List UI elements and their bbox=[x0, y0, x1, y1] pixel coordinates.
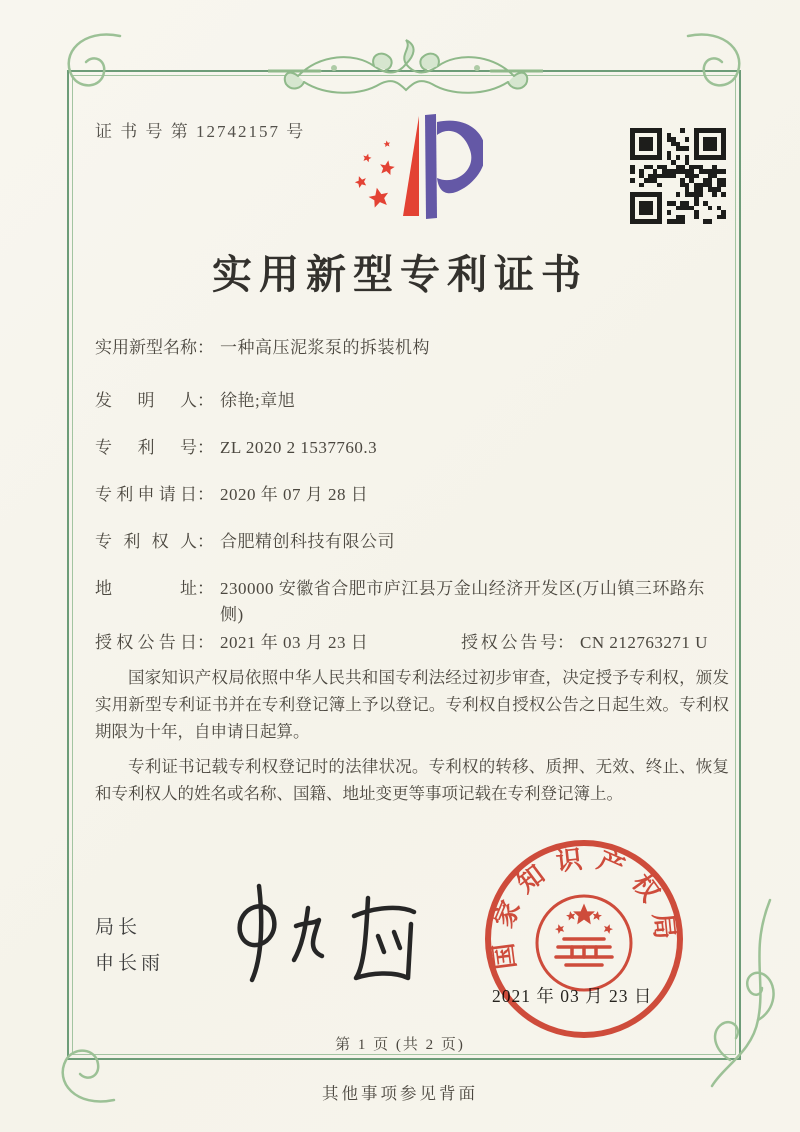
commissioner-title: 局长 bbox=[95, 917, 142, 938]
field-label: 授权公告日 bbox=[95, 633, 197, 652]
field-value: 一种高压泥浆泵的拆装机构 bbox=[220, 338, 430, 357]
logo-p-mark bbox=[403, 114, 483, 219]
field-label: 地址 bbox=[95, 579, 197, 598]
seal-text: 国家知识产权局 bbox=[487, 843, 681, 971]
field-label: 授权公告号 bbox=[461, 633, 557, 652]
field-label: 实用新型名称 bbox=[95, 338, 197, 357]
commissioner-signature-image bbox=[212, 880, 422, 990]
field-label: 发明人 bbox=[95, 391, 197, 410]
field-value: 230000 安徽省合肥市庐江县万金山经济开发区(万山镇三环路东侧) bbox=[220, 579, 705, 624]
field-value: CN 212763271 U bbox=[580, 633, 708, 652]
seal-date: 2021 年 03 月 23 日 bbox=[492, 986, 653, 1006]
field-value: 合肥精创科技有限公司 bbox=[220, 532, 395, 551]
field-patentee: 专利权人 ： 合肥精创科技有限公司 bbox=[95, 529, 727, 555]
field-label: 专利权人 bbox=[95, 532, 197, 551]
commissioner-name: 申长雨 bbox=[95, 953, 165, 974]
qr-code bbox=[630, 128, 726, 224]
field-grant-number: 授权公告号 ： CN 212763271 U bbox=[461, 630, 708, 656]
field-value: 2021 年 03 月 23 日 bbox=[220, 633, 369, 652]
field-address: 地址 ： 230000 安徽省合肥市庐江县万金山经济开发区(万山镇三环路东侧) bbox=[95, 576, 727, 628]
field-filing-date: 专利申请日 ： 2020 年 07 月 28 日 bbox=[95, 482, 727, 508]
field-utility-model-name: 实用新型名称 ： 一种高压泥浆泵的拆装机构 bbox=[95, 335, 727, 361]
legal-paragraph-1: 国家知识产权局依照中华人民共和国专利法经过初步审查，决定授予专利权，颁发实用新型专利证书并在专利登记簿上予以登记。专利权自授权公告之日起生效。专利权期限为十年，自申请日起算。 bbox=[95, 668, 729, 741]
field-label: 专利申请日 bbox=[95, 485, 197, 504]
field-value: 徐艳;章旭 bbox=[220, 391, 296, 410]
official-seal bbox=[478, 833, 690, 1045]
cnipa-logo bbox=[333, 110, 483, 240]
field-value: 2020 年 07 月 28 日 bbox=[220, 485, 369, 504]
field-grant-date: 授权公告日 ： 2021 年 03 月 23 日 授权公告号 ： CN 212763271 U bbox=[95, 630, 727, 656]
certificate-number: 证 书 号 第 12742157 号 bbox=[95, 122, 306, 141]
seal-emblem bbox=[537, 896, 631, 990]
logo-stars bbox=[353, 140, 395, 208]
field-patent-number: 专利号 ： ZL 2020 2 1537760.3 bbox=[95, 435, 727, 461]
field-label: 专利号 bbox=[95, 438, 197, 457]
legal-paragraph-2: 专利证书记载专利权登记时的法律状况。专利权的转移、质押、无效、终止、恢复和专利权人的姓名或名称、国籍、地址变更等事项记载在专利登记簿上。 bbox=[95, 757, 729, 803]
certificate-title: 实用新型专利证书 bbox=[212, 252, 588, 297]
field-inventor: 发明人 ： 徐艳;章旭 bbox=[95, 388, 727, 414]
page-indicator: 第 1 页 (共 2 页) bbox=[335, 1037, 465, 1053]
field-value: ZL 2020 2 1537760.3 bbox=[220, 438, 378, 457]
back-side-note: 其他事项参见背面 bbox=[322, 1084, 478, 1103]
legal-text bbox=[95, 664, 729, 815]
